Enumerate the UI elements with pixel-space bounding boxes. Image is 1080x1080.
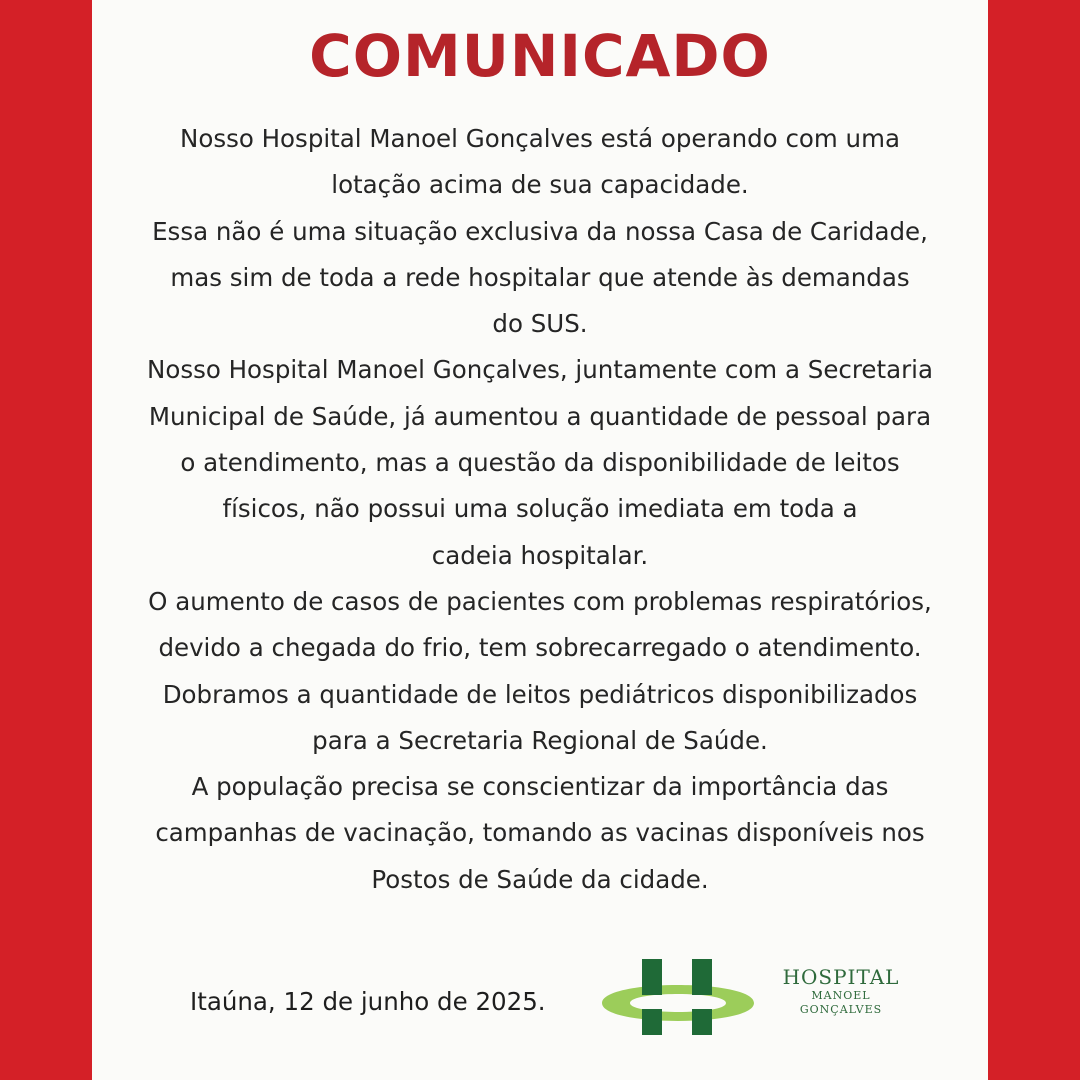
body-line: mas sim de toda a rede hospitalar que atende às demandas xyxy=(170,262,910,292)
body-line: Nosso Hospital Manoel Gonçalves está operando com uma xyxy=(180,124,900,153)
body-line: Postos de Saúde da cidade. xyxy=(371,864,709,894)
hospital-logo xyxy=(596,955,916,1045)
body-line: para a Secretaria Regional de Saúde. xyxy=(312,725,768,755)
logo-bar-left-top xyxy=(642,959,662,995)
logo-text xyxy=(766,965,916,1017)
logo-bar-right-bottom xyxy=(692,1009,712,1035)
notice-body xyxy=(92,116,988,903)
logo-line-manoel: MANOEL xyxy=(811,989,871,1002)
body-line: Essa não é uma situação exclusiva da nossa Casa de Caridade, xyxy=(152,216,928,246)
body-line: o atendimento, mas a questão da disponibilidade de leitos xyxy=(180,448,900,478)
logo-line-hospital: HOSPITAL xyxy=(782,965,900,989)
body-line: físicos, não possui uma solução imediata em toda a xyxy=(222,494,858,524)
logo-line-goncalves: GONÇALVES xyxy=(799,1003,883,1016)
hospital-cross-logo-icon xyxy=(596,955,760,1039)
body-line: lotação acima de sua capacidade. xyxy=(331,170,749,200)
logo-bar-right-top xyxy=(692,959,712,995)
body-line: devido a chegada do frio, tem sobrecarregado o atendimento. xyxy=(158,633,922,663)
date-line: Itaúna, 12 de junho de 2025. xyxy=(190,987,546,1016)
notice-page xyxy=(92,0,988,1080)
body-line: do SUS. xyxy=(492,309,588,339)
logo-bar-left-bottom xyxy=(642,1009,662,1035)
body-line: Municipal de Saúde, já aumentou a quantidade de pessoal para xyxy=(148,401,932,431)
page-title: COMUNICADO xyxy=(309,22,771,90)
body-line: A população precisa se conscientizar da importância das xyxy=(191,772,889,802)
body-line: campanhas de vacinação, tomando as vacinas disponíveis nos xyxy=(155,818,925,848)
body-line: cadeia hospitalar. xyxy=(431,540,649,570)
body-line: O aumento de casos de pacientes com problemas respiratórios, xyxy=(148,586,932,616)
body-line: Dobramos a quantidade de leitos pediátricos disponibilizados xyxy=(162,679,918,709)
body-line: Nosso Hospital Manoel Gonçalves, juntamente com a Secretaria xyxy=(147,355,933,385)
logo-ellipse-ring xyxy=(602,985,754,1021)
